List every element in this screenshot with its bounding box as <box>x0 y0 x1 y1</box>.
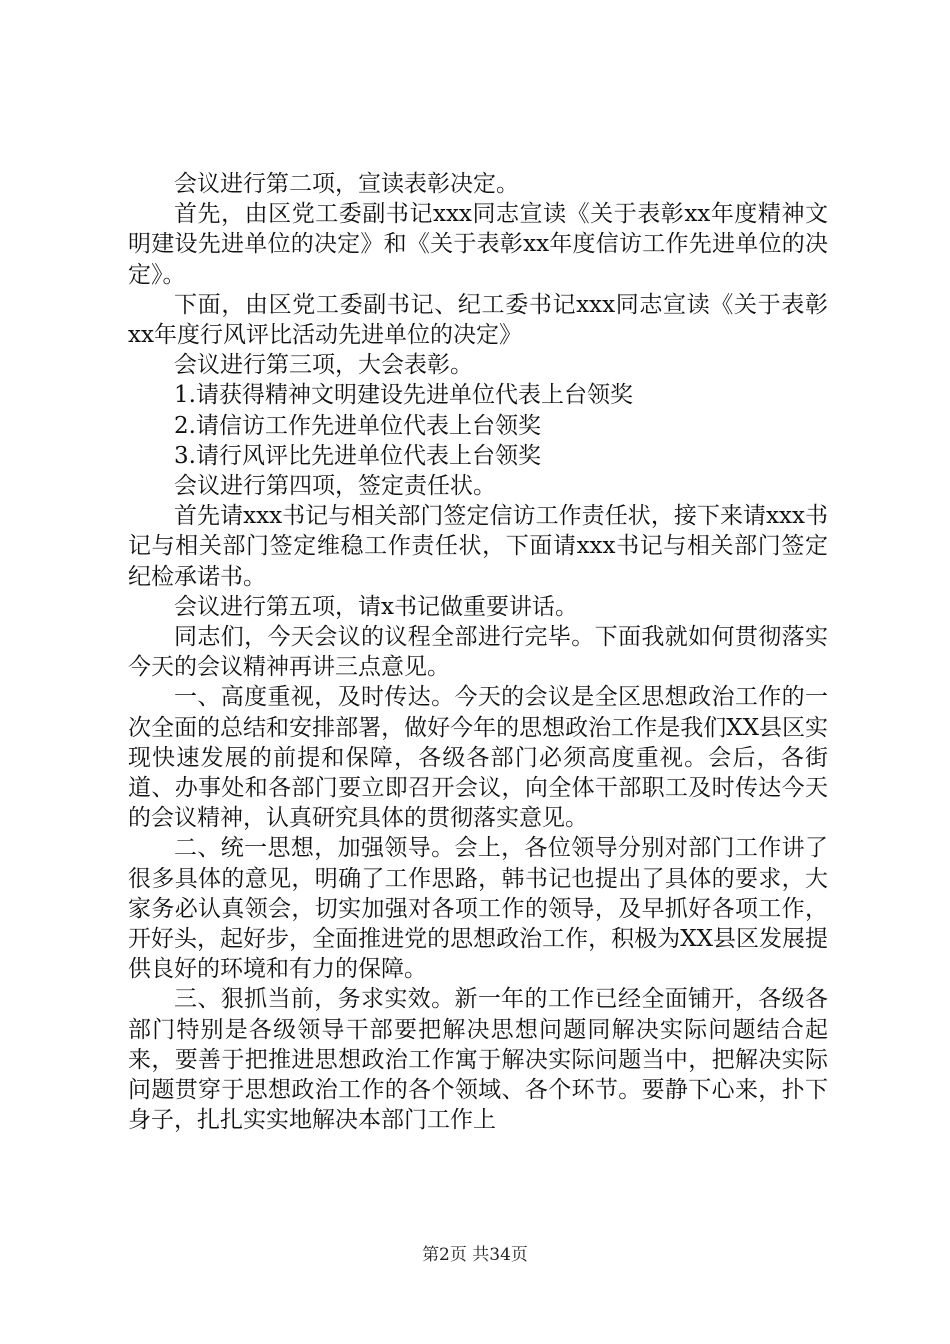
paragraph: 会议进行第三项，大会表彰。 <box>174 352 473 379</box>
page-number-footer: 第2页 共34页 <box>422 1245 528 1265</box>
paragraph: 二、统一思想，加强领导。会上，各位领导分别对部门工作讲了很多具体的意见，明确了工作思路，韩书记也提出了具体的要求，大家务必认真领会，切实加强对各项工作的领导，及早抓好各项工作，开好头，起好步，全面推进党的思想政治工作，积极为XX县区发展提供良好的环境和有力的保障。 <box>128 835 828 983</box>
paragraph: 三、狠抓当前，务求实效。新一年的工作已经全面铺开，各级各部门特别是各级领导干部要把解决思想问题同解决实际问题结合起来，要善于把推进思想政治工作寓于解决实际问题当中，把解决实际问题贯穿于思想政治工作的各个领域、各个环节。要静下心来，扑下身子，扎扎实实地解决本部门工作上 <box>128 986 828 1134</box>
paragraph: 下面，由区党工委副书记、纪工委书记xxx同志宣读《关于表彰xx年度行风评比活动先进单位的决定》 <box>128 291 828 349</box>
document-body <box>128 169 828 1136</box>
list-item: 1.请获得精神文明建设先进单位代表上台领奖 <box>174 382 633 409</box>
paragraph: 会议进行第二项，宣读表彰决定。 <box>174 171 519 197</box>
list-item: 3.请行风评比先进单位代表上台领奖 <box>174 442 541 469</box>
paragraph: 会议进行第五项，请x书记做重要讲话。 <box>174 593 578 620</box>
paragraph: 首先请xxx书记与相关部门签定信访工作责任状，接下来请xxx书记与相关部门签定维稳工作责任状，下面请xxx书记与相关部门签定纪检承诺书。 <box>128 503 828 590</box>
paragraph: 同志们，今天会议的议程全部进行完毕。下面我就如何贯彻落实今天的会议精神再讲三点意见。 <box>128 624 828 681</box>
paragraph: 首先，由区党工委副书记xxx同志宣读《关于表彰xx年度精神文明建设先进单位的决定》和《关于表彰xx年度信访工作先进单位的决定》。 <box>128 201 828 288</box>
list-item: 2.请信访工作先进单位代表上台领奖 <box>174 412 541 439</box>
paragraph: 一、高度重视，及时传达。今天的会议是全区思想政治工作的一次全面的总结和安排部署，做好今年的思想政治工作是我们XX县区实现快速发展的前提和保障，各级各部门必须高度重视。会后，各街道、办事处和各部门要立即召开会议，向全体干部职工及时传达今天的会议精神，认真研究具体的贯彻落实意见。 <box>128 684 828 832</box>
paragraph: 会议进行第四项，签定责任状。 <box>174 473 496 500</box>
